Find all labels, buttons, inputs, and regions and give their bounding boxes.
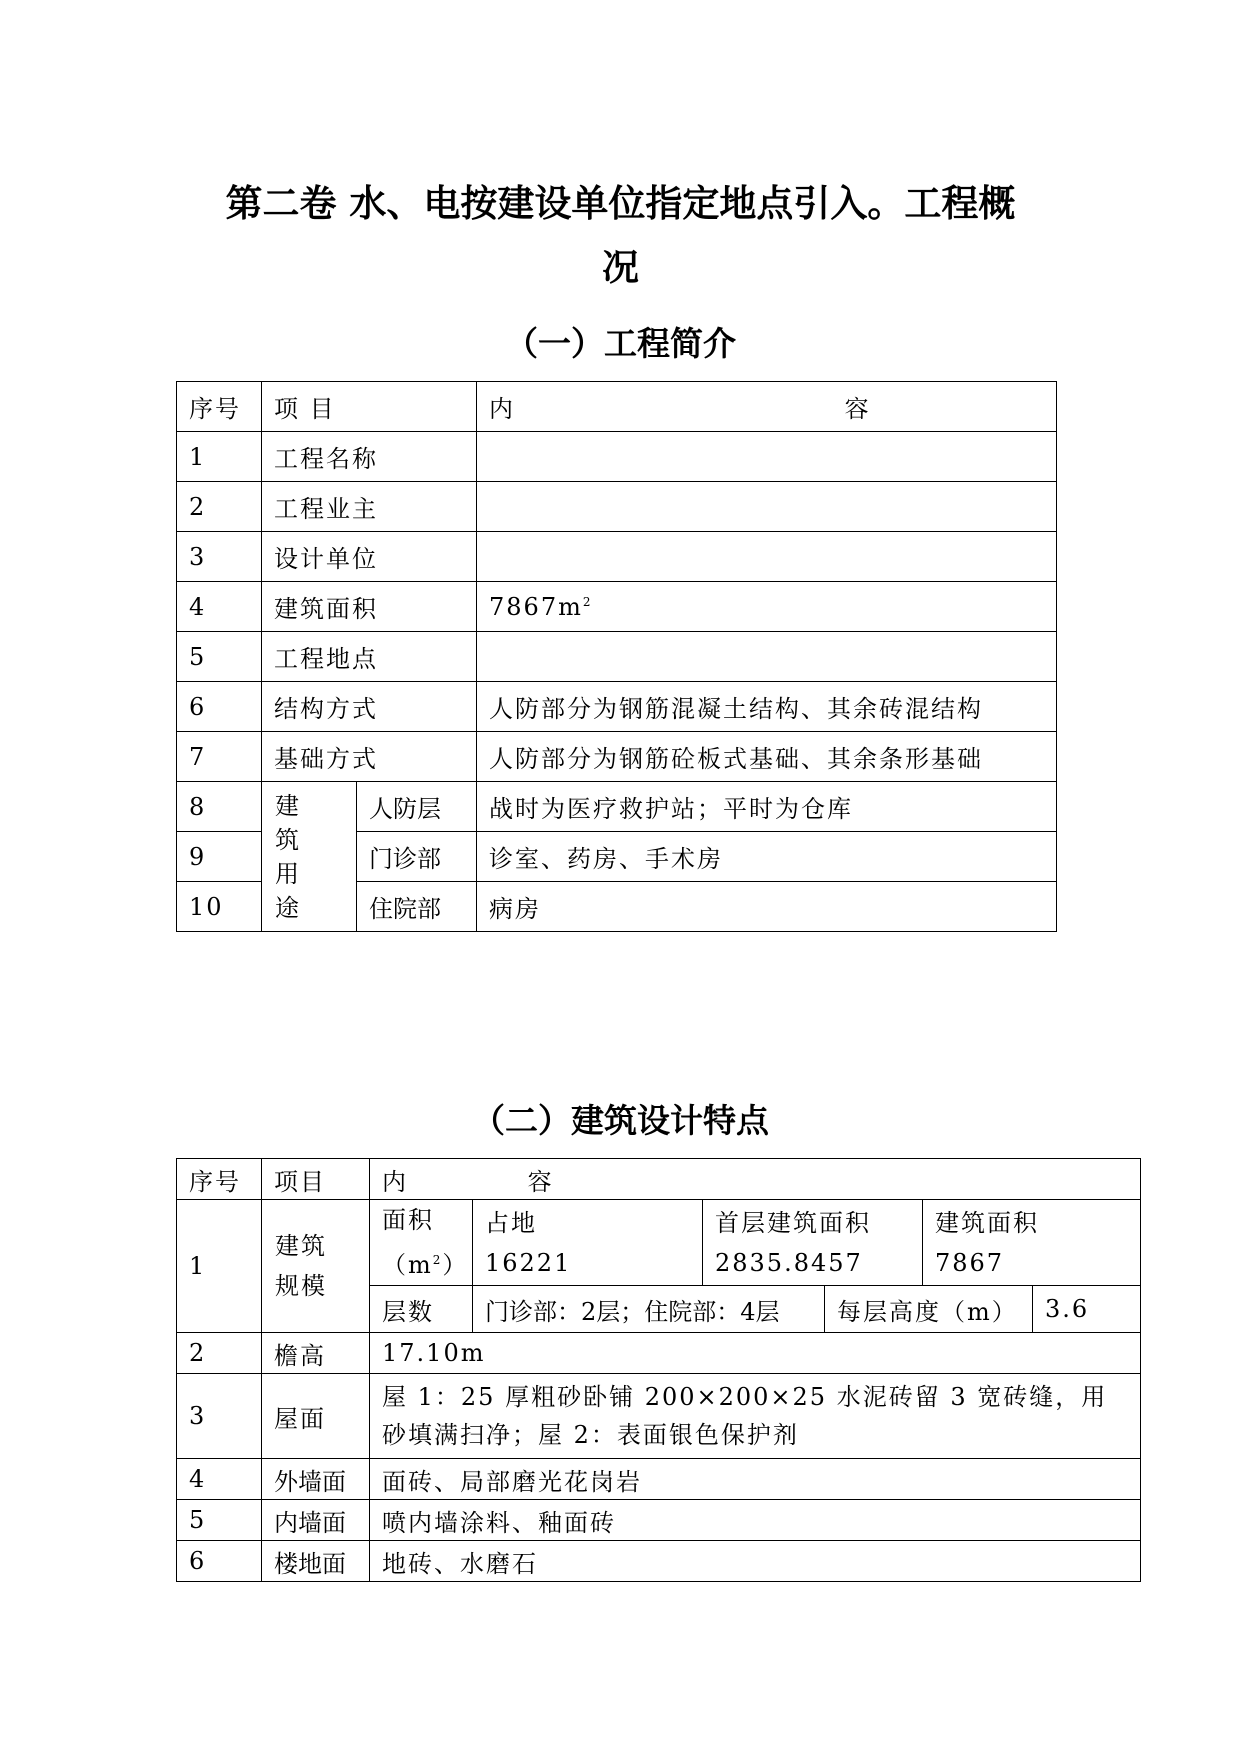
table-row bbox=[177, 582, 1057, 632]
project-overview-table bbox=[176, 381, 1057, 932]
scale-label-line: 建筑 bbox=[275, 1232, 327, 1260]
area-value: 7867m bbox=[489, 592, 583, 621]
row-seq: 8 bbox=[177, 782, 262, 832]
total-area-value: 7867 bbox=[935, 1248, 1005, 1277]
floor-height-label: 每层高度（m） bbox=[825, 1286, 1033, 1333]
row-content: 战时为医疗救护站；平时为仓库 bbox=[477, 782, 1057, 832]
header-content-right: 容 bbox=[527, 1167, 554, 1196]
total-area-label: 建筑面积 bbox=[935, 1208, 1039, 1237]
table-row bbox=[177, 1459, 1141, 1500]
table-row bbox=[177, 432, 1057, 482]
first-floor-area-label: 首层建筑面积 bbox=[715, 1208, 871, 1237]
section1-heading: （一）工程简介 bbox=[505, 324, 736, 363]
row-seq: 2 bbox=[177, 482, 262, 532]
row-content: 17.10m bbox=[370, 1333, 1141, 1374]
scale-label-line: 规模 bbox=[275, 1272, 327, 1300]
total-area-cell bbox=[923, 1200, 1141, 1286]
row-seq: 10 bbox=[177, 882, 262, 932]
floor-height-value: 3.6 bbox=[1033, 1286, 1141, 1333]
header-seq: 序号 bbox=[177, 382, 262, 432]
row-content bbox=[477, 632, 1057, 682]
row-seq: 9 bbox=[177, 832, 262, 882]
row-item: 基础方式 bbox=[262, 732, 477, 782]
row-item: 设计单位 bbox=[262, 532, 477, 582]
building-scale-label bbox=[262, 1200, 370, 1333]
row-content: 人防部分为钢筋混凝土结构、其余砖混结构 bbox=[477, 682, 1057, 732]
row-content bbox=[477, 582, 1057, 632]
row-item: 屋面 bbox=[262, 1374, 370, 1459]
row-seq: 6 bbox=[177, 682, 262, 732]
row-item: 檐高 bbox=[262, 1333, 370, 1374]
usage-char: 途 bbox=[275, 893, 301, 922]
area-label: 面积 bbox=[382, 1206, 434, 1234]
table-row bbox=[177, 482, 1057, 532]
row-content bbox=[477, 532, 1057, 582]
header-item: 项 目 bbox=[262, 382, 477, 432]
row-seq: 5 bbox=[177, 632, 262, 682]
row-item: 楼地面 bbox=[262, 1541, 370, 1582]
row-content: 面砖、局部磨光花岗岩 bbox=[370, 1459, 1141, 1500]
title-line-2: 况 bbox=[602, 246, 639, 289]
usage-part: 住院部 bbox=[357, 882, 477, 932]
row-seq: 7 bbox=[177, 732, 262, 782]
row-item: 外墙面 bbox=[262, 1459, 370, 1500]
design-features-table bbox=[176, 1158, 1141, 1582]
header-content-right: 容 bbox=[844, 395, 871, 423]
usage-char: 建 bbox=[275, 791, 301, 820]
first-floor-area-value: 2835.8457 bbox=[715, 1248, 863, 1277]
building-usage-label bbox=[262, 782, 357, 932]
table-header-row bbox=[177, 1159, 1141, 1200]
site-area-value: 16221 bbox=[485, 1248, 572, 1277]
row-seq: 6 bbox=[177, 1541, 262, 1582]
area-unit-label bbox=[370, 1200, 473, 1286]
table-row bbox=[177, 1541, 1141, 1582]
row-item: 结构方式 bbox=[262, 682, 477, 732]
table-row bbox=[177, 782, 1057, 832]
row-seq: 5 bbox=[177, 1500, 262, 1541]
floors-label: 层数 bbox=[370, 1286, 473, 1333]
table-row bbox=[177, 1500, 1141, 1541]
header-content bbox=[370, 1159, 1141, 1200]
row-content: 喷内墙涂料、釉面砖 bbox=[370, 1500, 1141, 1541]
header-content-left: 内 bbox=[489, 395, 516, 423]
header-content bbox=[477, 382, 1057, 432]
row-content: 地砖、水磨石 bbox=[370, 1541, 1141, 1582]
table-row bbox=[177, 1200, 1141, 1286]
row-content bbox=[477, 482, 1057, 532]
table-row bbox=[177, 1374, 1141, 1459]
row-seq: 1 bbox=[177, 1200, 262, 1333]
row-item: 内墙面 bbox=[262, 1500, 370, 1541]
table-row bbox=[177, 732, 1057, 782]
row-seq: 1 bbox=[177, 432, 262, 482]
row-item: 工程业主 bbox=[262, 482, 477, 532]
row-content bbox=[477, 432, 1057, 482]
area-unit-exponent: 2 bbox=[432, 1253, 443, 1267]
row-content: 屋 1：25 厚粗砂卧铺 200×200×25 水泥砖留 3 宽砖缝，用砂填满扫净；屋 2：表面银色保护剂 bbox=[370, 1374, 1141, 1459]
row-seq: 4 bbox=[177, 1459, 262, 1500]
table-row bbox=[177, 1333, 1141, 1374]
table-row bbox=[177, 632, 1057, 682]
row-content: 人防部分为钢筋砼板式基础、其余条形基础 bbox=[477, 732, 1057, 782]
area-unit-exponent: 2 bbox=[582, 594, 593, 609]
header-item: 项目 bbox=[262, 1159, 370, 1200]
usage-part: 人防层 bbox=[357, 782, 477, 832]
row-seq: 3 bbox=[177, 1374, 262, 1459]
table-row bbox=[177, 532, 1057, 582]
header-seq: 序号 bbox=[177, 1159, 262, 1200]
floors-value: 门诊部：2层；住院部：4层 bbox=[473, 1286, 825, 1333]
row-item: 建筑面积 bbox=[262, 582, 477, 632]
site-area-label: 占地 bbox=[485, 1208, 537, 1237]
row-seq: 2 bbox=[177, 1333, 262, 1374]
usage-char: 用 bbox=[275, 859, 301, 888]
usage-char: 筑 bbox=[275, 825, 301, 854]
site-area-cell bbox=[473, 1200, 703, 1286]
row-item: 工程名称 bbox=[262, 432, 477, 482]
table-row bbox=[177, 682, 1057, 732]
row-seq: 3 bbox=[177, 532, 262, 582]
usage-part: 门诊部 bbox=[357, 832, 477, 882]
row-item: 工程地点 bbox=[262, 632, 477, 682]
area-unit: $(m^2)$ bbox=[382, 1251, 469, 1279]
section2-heading: （二）建筑设计特点 bbox=[472, 1101, 769, 1140]
row-content: 病房 bbox=[477, 882, 1057, 932]
row-content: 诊室、药房、手术房 bbox=[477, 832, 1057, 882]
header-content-left: 内 bbox=[382, 1167, 408, 1196]
table-header-row bbox=[177, 382, 1057, 432]
document-title bbox=[0, 172, 1241, 300]
first-floor-area-cell bbox=[703, 1200, 923, 1286]
row-seq: 4 bbox=[177, 582, 262, 632]
title-line-1: 第二卷 水、电按建设单位指定地点引入。工程概 bbox=[225, 182, 1016, 225]
